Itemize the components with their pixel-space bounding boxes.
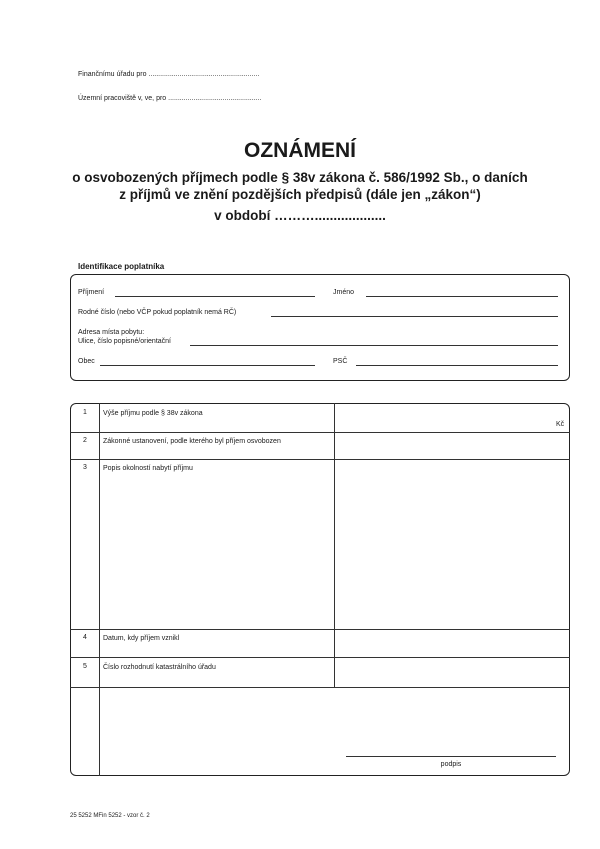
subtitle-line-2: z příjmů ve znění pozdějších předpisů (dále jen „zákon“) [119, 187, 481, 202]
row-number: 3 [83, 464, 87, 471]
decision-number-field[interactable] [336, 659, 568, 686]
surname-field[interactable] [115, 296, 315, 297]
row-label-income: Výše příjmu podle § 38v zákona [103, 410, 203, 417]
signature-label: podpis [440, 761, 462, 768]
row-number: 4 [83, 634, 87, 641]
name-label: Jméno [333, 289, 355, 296]
row-number: 1 [83, 409, 87, 416]
row-label-date: Datum, kdy příjem vznikl [103, 635, 180, 642]
row-label-decision-number: Číslo rozhodnutí katastrálního úřadu [103, 664, 216, 671]
row-number: 5 [83, 663, 87, 670]
name-field[interactable] [366, 296, 558, 297]
subtitle-line-1: o osvobozených příjmech podle § 38v zákona č. 586/1992 Sb., o daních [72, 170, 528, 185]
income-amount-field[interactable] [336, 405, 568, 431]
municipality-label: Obec [78, 358, 95, 365]
birth-number-label: Rodné číslo (nebo VČP pokud poplatník nemá RČ) [78, 309, 237, 316]
form-code: 25 5252 MFin 5252 - vzor č. 2 [70, 813, 150, 819]
street-field[interactable] [190, 345, 558, 346]
street-label: Ulice, číslo popisné/orientační [78, 338, 171, 345]
value-column-divider [334, 403, 335, 687]
row-divider [70, 459, 570, 460]
row-divider [70, 432, 570, 433]
description-field[interactable] [336, 461, 568, 627]
tax-office-line: Finančnímu úřadu pro ......................................................... [78, 71, 260, 78]
page-title: OZNÁMENÍ [244, 139, 356, 162]
row-label-description: Popis okolností nabytí příjmu [103, 465, 193, 472]
row-divider [70, 657, 570, 658]
row-divider [70, 629, 570, 630]
period-line: v období ………................... [214, 208, 386, 223]
legal-provision-field[interactable] [336, 434, 568, 458]
date-field[interactable] [336, 631, 568, 656]
row-number: 2 [83, 437, 87, 444]
postal-code-field[interactable] [356, 365, 558, 366]
birth-number-field[interactable] [271, 316, 558, 317]
postal-code-label: PSČ [333, 358, 348, 365]
currency-unit: Kč [556, 421, 565, 428]
row-divider [70, 687, 570, 688]
municipality-field[interactable] [100, 365, 315, 366]
territorial-office-line: Územní pracoviště v, ve, pro ................................................ [78, 95, 262, 102]
signature-field[interactable] [346, 756, 556, 757]
address-label: Adresa místa pobytu: [78, 329, 145, 336]
row-label-legal-provision: Zákonné ustanovení, podle kterého byl příjem osvobozen [103, 438, 281, 445]
surname-label: Příjmení [78, 289, 105, 296]
identification-heading: Identifikace poplatníka [78, 262, 165, 271]
